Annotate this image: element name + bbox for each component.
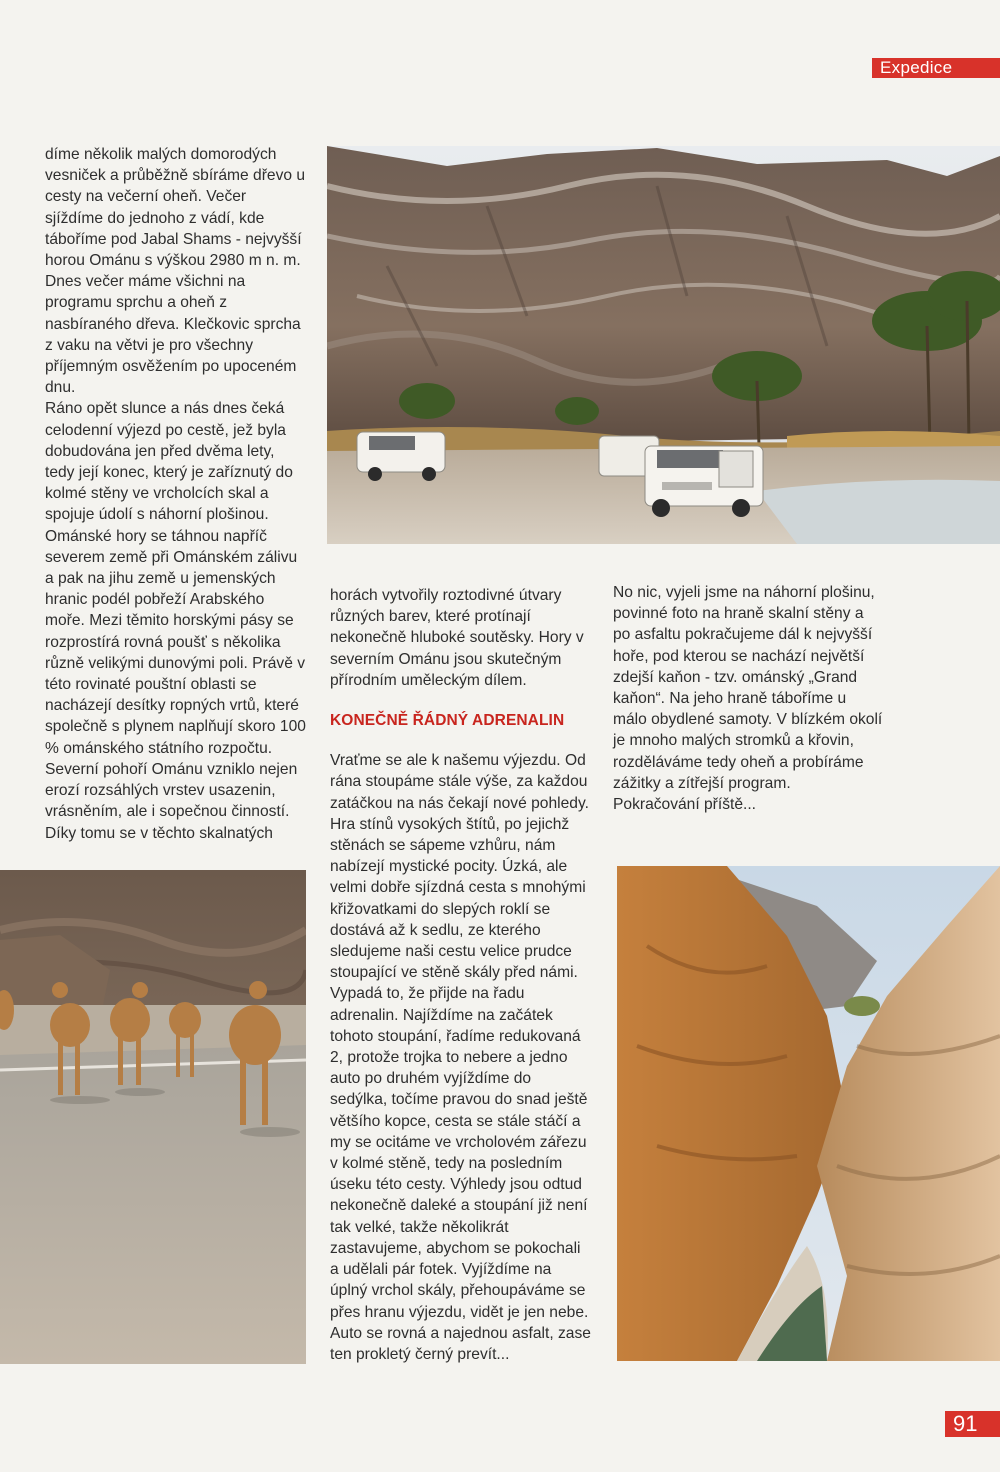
- photo-mountain-wadi: [327, 146, 1000, 544]
- page-number: 91: [945, 1411, 1000, 1437]
- continued-note: Pokračování příště...: [613, 796, 757, 814]
- paragraph: Ráno opět slunce a nás dnes čeká celodenní výjezd po cestě, jež byla dobudována jen před dvěma lety, tedy její konec, který je zaříznutý do kolmé stěny ve vrcholcích skal a spojuje údolí s náhorní plošinou. Ománské hory se táhnou napříč severem země při Ománském zálivu a pak na jihu země u jemenských hranic podél pobřeží Arabského moře. Mezi těmito horskými pásy se rozprostírá rovná poušť s několika různě velikými dunovými poli. Právě v této rovinaté pouštní oblasti se nacházejí desítky ropných vrtů, které společně s plynem naplňují skoro 100 % ománského státního rozpočtu.: [45, 400, 306, 757]
- paragraph: No nic, vyjeli jsme na náhorní plošinu, povinné foto na hraně skalní stěny a po asfaltu pokračujeme dál k nejvyšší hoře, pod kterou se nachází největší zdejší kaňon - tzv. ománský „Grand kaňon“. Na jeho hraně táboříme u málo obydlené samoty. V blízkém okolí je mnoho malých stromků a křovin, rozděláváme tedy oheň a probíráme zážitky a zítřejší program.: [613, 584, 883, 792]
- photo-camels-road: [0, 870, 306, 1364]
- paragraph: horách vytvořily roztodivné útvary různých barev, které protínají nekonečně hluboké soutěsky. Hory v severním Ománu jsou skutečným přírodním uměleckým dílem.: [330, 587, 584, 689]
- article-column-left: [45, 144, 307, 844]
- article-column-right: [613, 582, 883, 815]
- paragraph: díme několik malých domorodých vesniček a průběžně sbíráme dřevo u cesty na večerní oheň. Večer sjíždíme do jednoho z vádí, kde táboříme pod Jabal Shams - nejvyšší horou Ománu s výškou 2980 m n. m. Dnes večer máme všichni na programu sprchu a oheň z nasbíraného dřeva. Klečkovic sprcha z vaku na větvi je pro všechny příjemným osvěžením po upoceném dnu.: [45, 146, 306, 397]
- section-label: Expedice: [872, 58, 1000, 78]
- subheading: KONEČNĚ ŘÁDNÝ ADRENALIN: [330, 712, 565, 730]
- photo-canyon: [617, 866, 1000, 1361]
- paragraph: Severní pohoří Ománu vzniklo nejen erozí rozsáhlých vrstev usazenin, vrásněním, ale i sopečnou činností. Díky tomu se v těchto skalnatých: [45, 760, 298, 842]
- paragraph: Vraťme se ale k našemu výjezdu. Od rána stoupáme stále výše, za každou zatáčkou na nás čekají nové pohledy. Hra stínů vysokých štítů, po jejichž stěnách se sápeme vzhůru, nám nabízejí mystické pocity. Úzká, ale velmi dobře sjízdná cesta s mnohými křižovatkami do slepých roklí se dostává až k sedlu, ze kterého sledujeme naši cestu velice prudce stoupající ve stěně skály před námi. Vypadá to, že přijde na řadu adrenalin. Najíždíme na začátek tohoto stoupání, řadíme redukovaná 2, protože trojka to nebere a jedno auto po druhém vyjíždíme do sedýlka, točíme pravou do snad ještě většího kopce, cesta se stále stáčí a my se ocitáme ve vrcholovém zářezu v kolmé stěně, tedy na posledním úseku této cesty. Výhledy jsou odtud nekonečně daleké a stoupání již není tak velké, takže několikrát zastavujeme, abychom se pokochali a udělali pár fotek. Vyjíždíme na úplný vrchol skály, přehoupáváme se přes hranu výjezdu, vidět je jen nebe. Auto se rovná a najednou asfalt, zase ten prokletý černý prevít...: [330, 752, 591, 1363]
- article-column-middle: [330, 585, 592, 1365]
